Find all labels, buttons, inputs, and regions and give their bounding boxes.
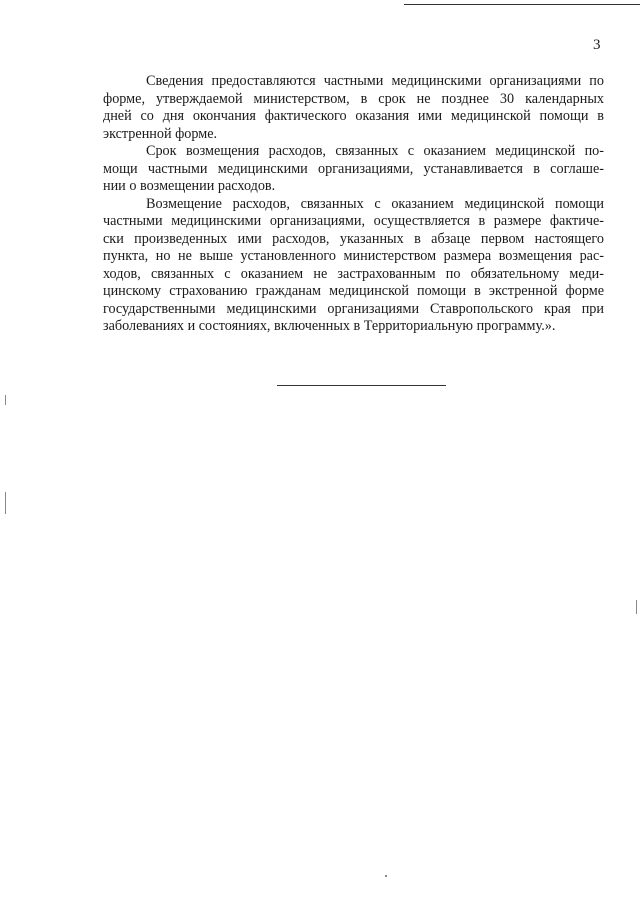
text-line: цинскому страхованию гражданам медицинской помощи в экстренной форме	[103, 283, 604, 299]
text-line: заболеваниях и состояниях, включенных в Территориальную программу.».	[103, 318, 556, 334]
text-line: Сведения предоставляются частными медицинскими организациями по	[146, 73, 604, 89]
scan-speck	[385, 875, 387, 877]
top-border-rule	[404, 4, 640, 5]
text-line: пункта, но не выше установленного министерством размера возмещения рас-	[103, 248, 604, 264]
scan-speck	[5, 395, 6, 405]
scan-speck	[636, 600, 637, 614]
scan-speck	[5, 492, 6, 514]
paragraph-2	[103, 143, 604, 196]
text-line: ски произведенных ими расходов, указанных в абзаце первом настоящего	[103, 230, 604, 247]
text-line: Срок возмещения расходов, связанных с оказанием медицинской по-	[146, 143, 604, 159]
text-line: экстренной форме.	[103, 125, 218, 142]
text-line: форме, утверждаемой министерством, в срок не позднее 30 календарных	[103, 90, 604, 107]
text-line: Возмещение расходов, связанных с оказанием медицинской помощи	[146, 195, 604, 212]
body-text	[103, 73, 604, 336]
end-of-text-rule	[277, 385, 446, 386]
text-line: мощи частными медицинскими организациями, устанавливается в соглаше-	[103, 160, 604, 177]
text-line: частными медицинскими организациями, осуществляется в размере фактиче-	[103, 213, 604, 229]
page-number: 3	[593, 37, 601, 53]
paragraph-3	[103, 196, 604, 336]
paragraph-1	[103, 73, 604, 143]
text-line: нии о возмещении расходов.	[103, 178, 276, 194]
text-line: государственными медицинскими организациями Ставропольского края при	[103, 300, 604, 317]
text-line: дней со дня окончания фактического оказания ими медицинской помощи в	[103, 108, 604, 124]
text-line: ходов, связанных с оказанием не застрахованным по обязательному меди-	[103, 265, 604, 282]
